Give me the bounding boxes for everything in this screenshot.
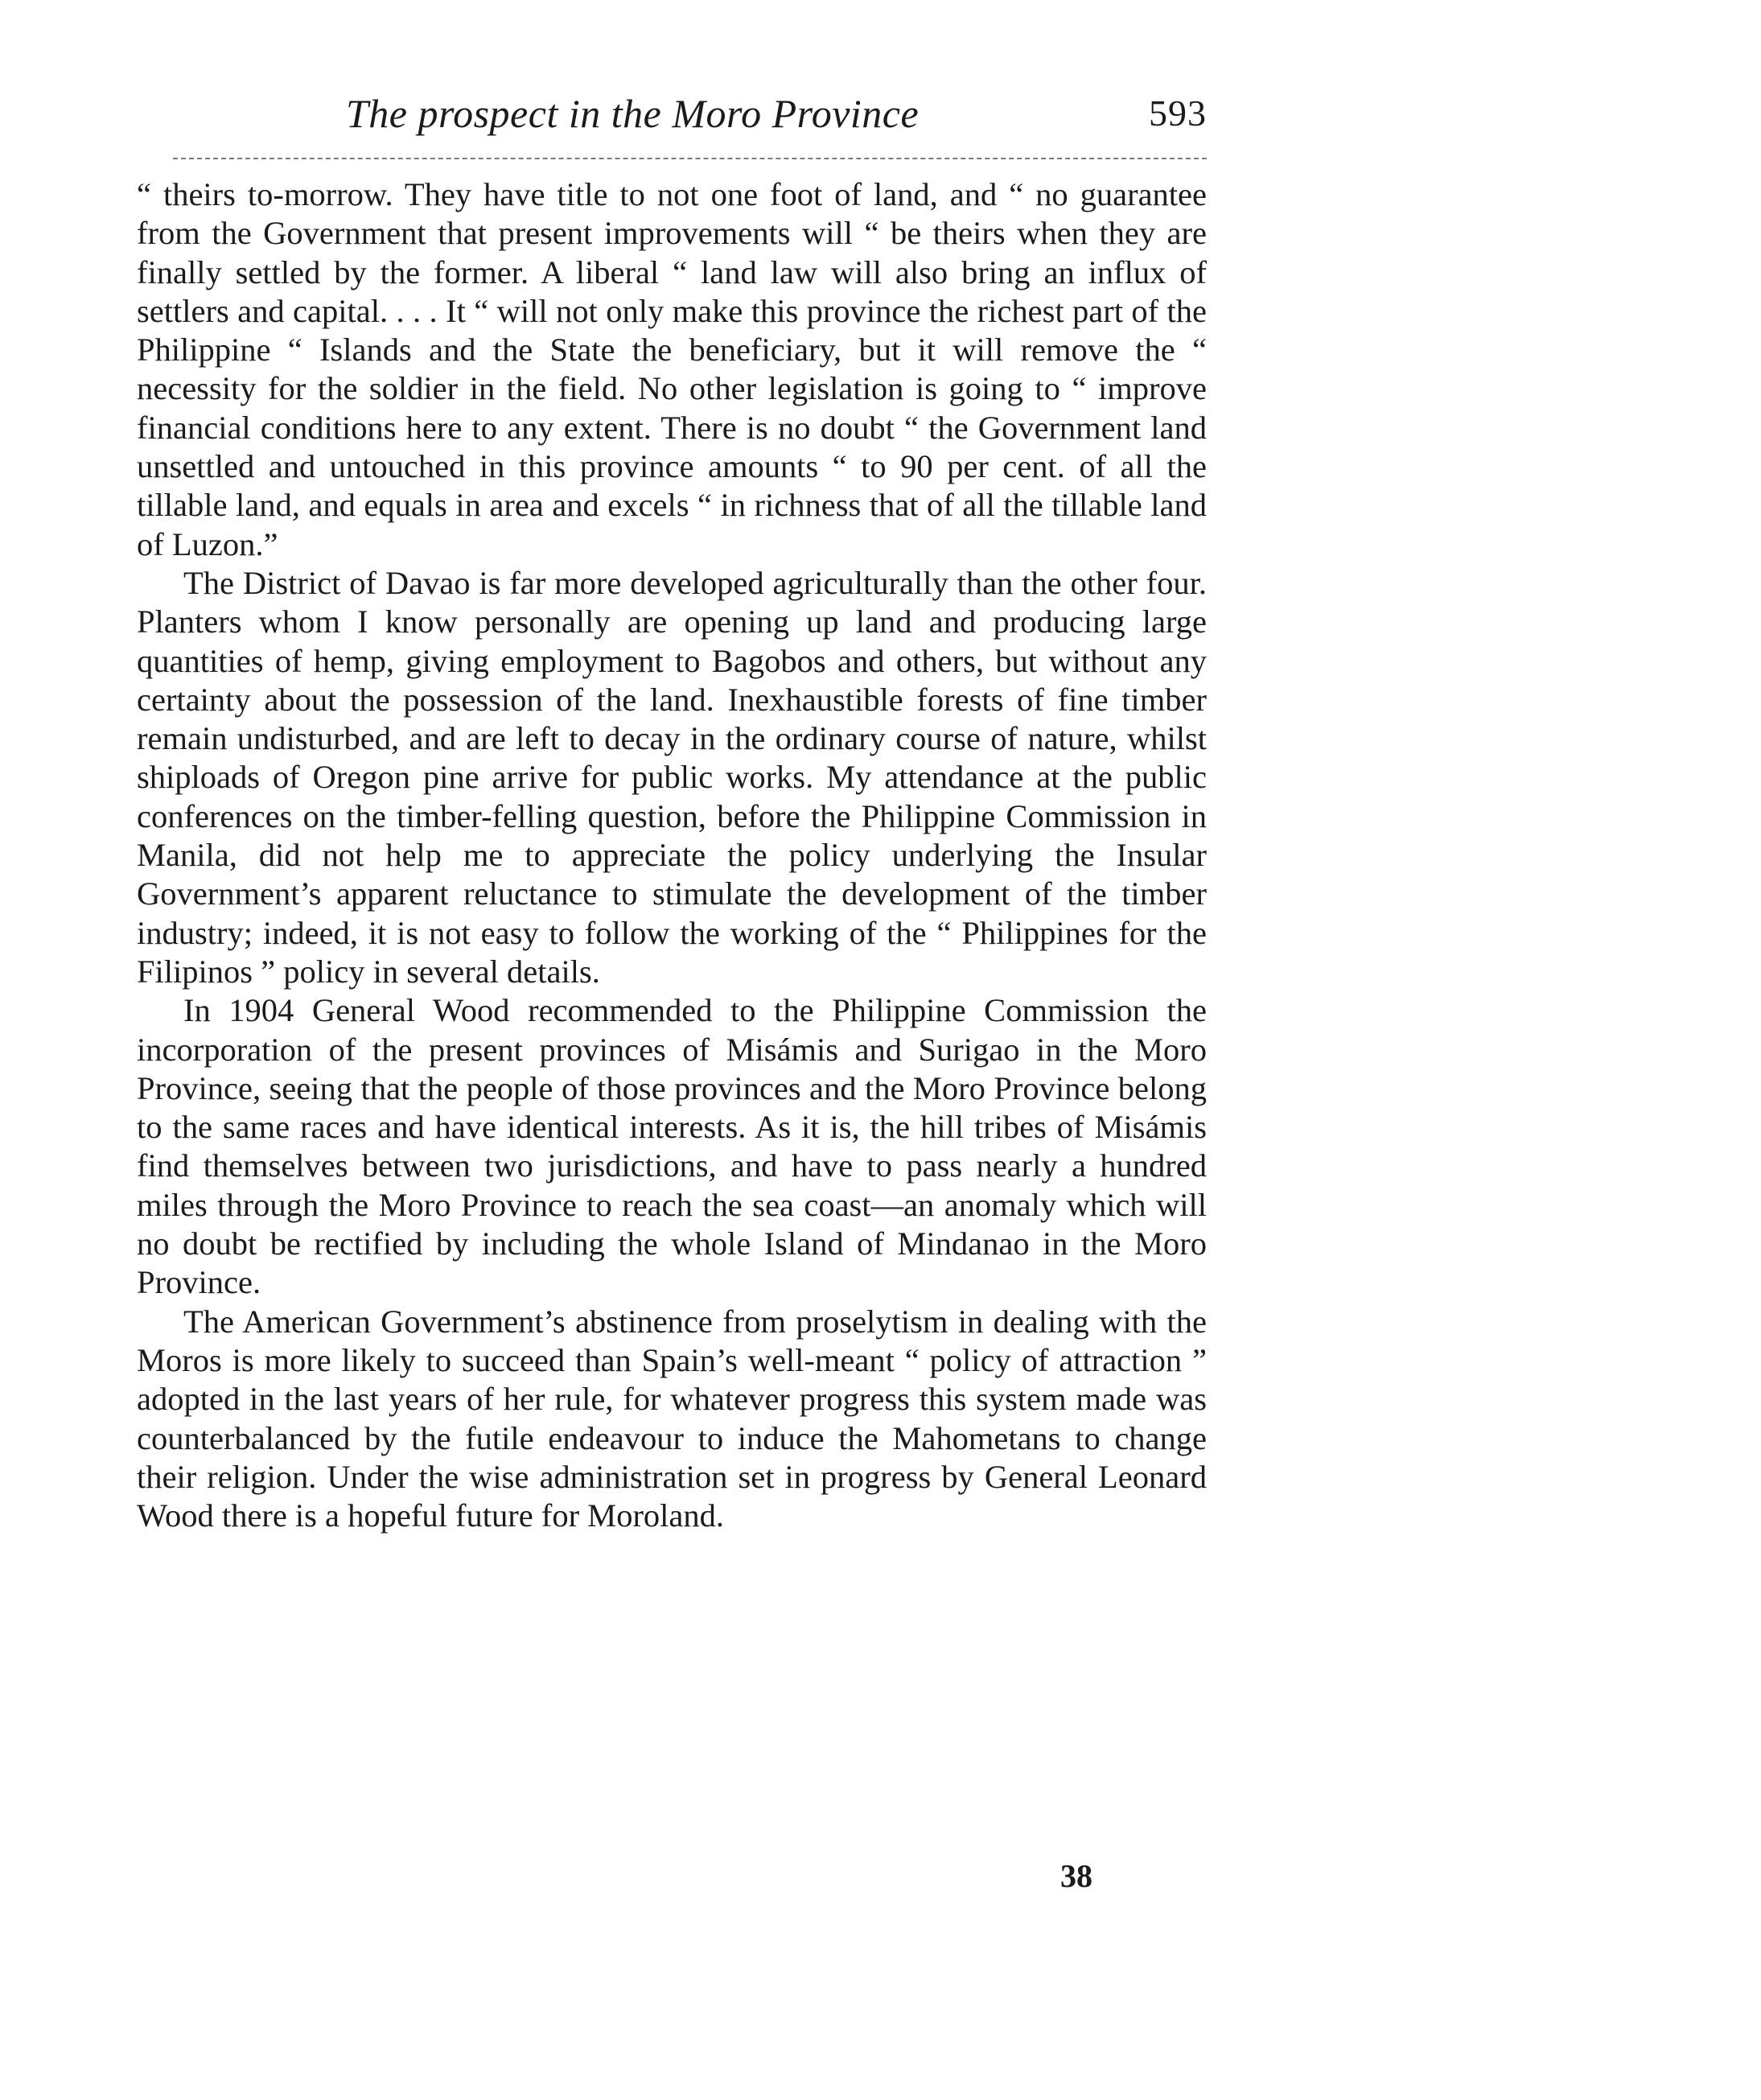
page-header: [137, 90, 1207, 163]
paragraph-quote-continuation: “ theirs to-morrow. They have title to not one foot of land, and “ no guarantee from the Government that present improvements will “ be theirs when they are finally settled by the former. A liberal “ land law will also bring an influx of settlers and capital. . . . It “ will not only make this province the richest part of the Philippine “ Islands and the State the beneficiary, but it will remove the “ necessity for the soldier in the field. No other legislation is going to “ improve financial conditions here to any extent. There is no doubt “ the Government land unsettled and untouched in this province amounts “ to 90 per cent. of all the tillable land, and equals in area and excels “ in richness that of all the tillable land of Luzon.”: [137, 176, 1207, 562]
header-rule: [173, 158, 1207, 159]
page-number: 593: [1149, 93, 1207, 134]
paragraph-davao: The District of Davao is far more developed agriculturally than the other four. Planters whom I know personally are opening up land and producing large quantities of hemp, giving employment to Bagobos and others, but without any certainty about the possession of the land. Inexhaustible forests of fine timber remain undisturbed, and are left to decay in the ordinary course of nature, whilst shiploads of Oregon pine arrive for public works. My attendance at the public conferences on the timber-felling question, before the Philippine Commission in Manila, did not help me to appreciate the policy underlying the Insular Government’s apparent reluctance to stimulate the development of the timber industry; indeed, it is not easy to follow the working of the “ Philippines for the Filipinos ” policy in several details.: [137, 564, 1207, 990]
body-text: [137, 175, 1207, 1535]
signature-mark: 38: [1060, 1858, 1092, 1894]
paragraph-general-wood: In 1904 General Wood recommended to the Philippine Commission the incorporation of the present provinces of Misámis and Surigao in the Moro Province, seeing that the people of those provinces and the Moro Province belong to the same races and have identical interests. As it is, the hill tribes of Misámis find themselves between two jurisdictions, and have to pass nearly a hundred miles through the Moro Province to reach the sea coast—an anomaly which will no doubt be rectified by including the whole Island of Mindanao in the Moro Province.: [137, 992, 1207, 1301]
paragraph-american-government: The American Government’s abstinence from proselytism in dealing with the Moros is more likely to succeed than Spain’s well-meant “ policy of attraction ” adopted in the last years of her rule, for whatever progress this system made was counterbalanced by the futile endeavour to induce the Mahometans to change their religion. Under the wise administration set in progress by General Leonard Wood there is a hopeful future for Moroland.: [137, 1303, 1207, 1534]
running-title: The prospect in the Moro Province: [346, 91, 920, 136]
